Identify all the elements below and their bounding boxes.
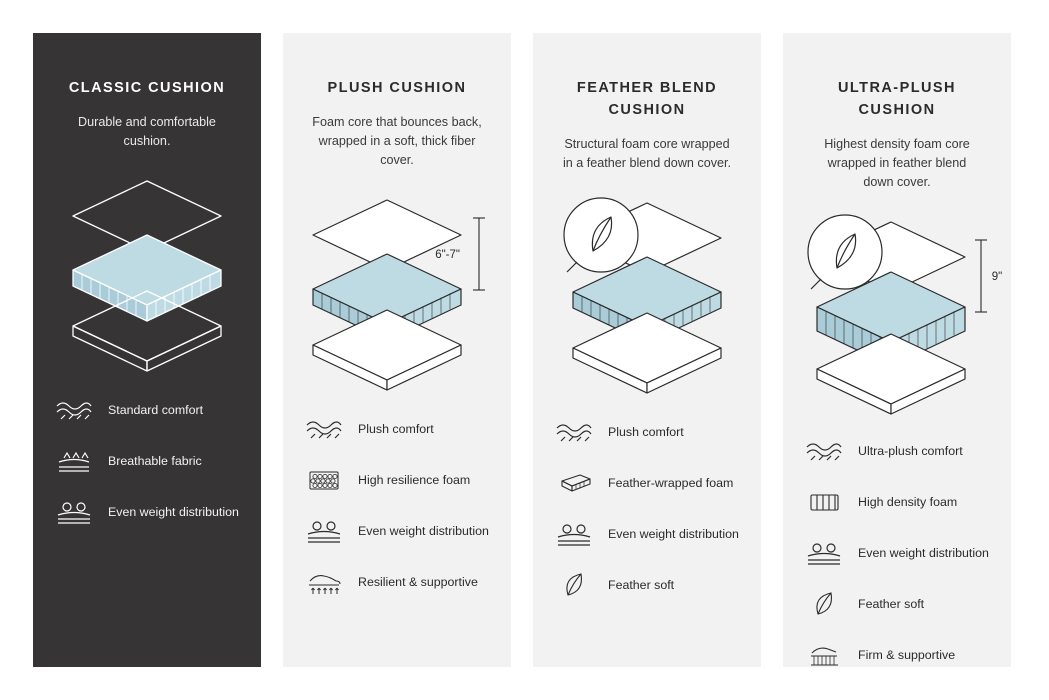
feature-label: Feather-wrapped foam bbox=[608, 475, 734, 490]
feature-label: Ultra-plush comfort bbox=[858, 443, 963, 458]
product-card-plush-cushion[interactable] bbox=[283, 33, 511, 667]
card-title: FEATHER BLEND CUSHION bbox=[576, 80, 718, 118]
layer-diagram-svg bbox=[533, 183, 761, 413]
feature-item bbox=[303, 516, 491, 546]
honeycomb-foam-icon bbox=[303, 465, 345, 495]
cushion-layers-illustration-plush bbox=[283, 180, 511, 410]
feature-item bbox=[53, 446, 241, 476]
dimension-bracket bbox=[975, 240, 987, 312]
leaf-icon bbox=[553, 570, 595, 600]
feature-list bbox=[283, 414, 511, 597]
feature-item bbox=[803, 538, 991, 568]
feature-item bbox=[553, 570, 741, 600]
feature-item bbox=[53, 395, 241, 425]
weight-distribution-icon bbox=[803, 538, 845, 568]
leaf-icon bbox=[803, 589, 845, 619]
feature-label: Standard comfort bbox=[108, 402, 204, 417]
feature-label: Feather soft bbox=[858, 596, 925, 611]
wave-lines-icon bbox=[803, 436, 845, 466]
firm-support-icon bbox=[803, 640, 845, 670]
feature-item bbox=[553, 519, 741, 549]
dimension-label: 9" bbox=[991, 270, 1003, 283]
feature-item bbox=[803, 640, 991, 670]
base-layer bbox=[313, 310, 461, 390]
feature-label: Even weight distribution bbox=[858, 545, 989, 560]
card-title: ULTRA-PLUSH CUSHION bbox=[838, 80, 956, 118]
wave-lines-icon bbox=[53, 395, 95, 425]
feature-label: Resilient & supportive bbox=[358, 574, 478, 589]
dimension-label: 6"-7" bbox=[435, 249, 460, 262]
feature-label: Plush comfort bbox=[358, 421, 434, 436]
feature-label: High resilience foam bbox=[358, 472, 471, 487]
base-layer bbox=[573, 313, 721, 393]
product-card-classic-cushion[interactable] bbox=[33, 33, 261, 667]
foam-block-icon bbox=[553, 468, 595, 498]
feature-item bbox=[553, 417, 741, 447]
card-description: Highest density foam core wrapped in feather blend down cover. bbox=[824, 136, 970, 189]
feature-item bbox=[803, 589, 991, 619]
feature-list bbox=[783, 436, 1011, 670]
cushion-layers-illustration-classic bbox=[33, 161, 261, 391]
layer-diagram-svg bbox=[283, 180, 511, 410]
card-description: Structural foam core wrapped in a feather blend down cover. bbox=[562, 136, 732, 170]
feature-item bbox=[53, 497, 241, 527]
feature-item bbox=[803, 436, 991, 466]
base-layer bbox=[817, 334, 965, 414]
card-description: Foam core that bounces back, wrapped in a soft, thick fiber cover. bbox=[312, 114, 482, 168]
feature-label: High density foam bbox=[858, 494, 958, 509]
card-title: CLASSIC CUSHION bbox=[68, 80, 226, 96]
product-card-ultra-plush-cushion[interactable] bbox=[783, 33, 1011, 667]
dimension-bracket bbox=[473, 218, 485, 290]
feature-item bbox=[553, 468, 741, 498]
feature-label: Even weight distribution bbox=[608, 526, 739, 541]
product-card-feather-blend-cushion[interactable] bbox=[533, 33, 761, 667]
weight-distribution-icon bbox=[553, 519, 595, 549]
hand-support-icon bbox=[303, 567, 345, 597]
card-title: PLUSH CUSHION bbox=[327, 80, 467, 96]
breathable-arrows-icon bbox=[53, 446, 95, 476]
wave-lines-icon bbox=[303, 414, 345, 444]
card-description: Durable and comfortable cushion. bbox=[78, 114, 216, 148]
feature-label: Firm & supportive bbox=[858, 647, 956, 662]
feature-item bbox=[303, 465, 491, 495]
feature-list bbox=[33, 395, 261, 527]
leaf-magnifier-icon bbox=[808, 215, 882, 289]
feature-label: Feather soft bbox=[608, 577, 675, 592]
feature-list bbox=[533, 417, 761, 600]
cushion-layers-illustration-ultra-plush bbox=[783, 202, 1011, 432]
wave-lines-icon bbox=[553, 417, 595, 447]
feature-label: Plush comfort bbox=[608, 424, 684, 439]
leaf-magnifier-icon bbox=[564, 198, 638, 272]
feature-item bbox=[303, 567, 491, 597]
foam-core-layer bbox=[73, 235, 221, 321]
layer-diagram-svg bbox=[783, 202, 1011, 432]
layer-diagram-svg bbox=[33, 161, 261, 391]
feature-item bbox=[803, 487, 991, 517]
cushion-layers-illustration-feather-blend bbox=[533, 183, 761, 413]
weight-distribution-icon bbox=[303, 516, 345, 546]
feature-label: Even weight distribution bbox=[358, 523, 489, 538]
feature-item bbox=[303, 414, 491, 444]
feature-label: Breathable fabric bbox=[108, 453, 202, 468]
weight-distribution-icon bbox=[53, 497, 95, 527]
feature-label: Even weight distribution bbox=[108, 504, 239, 519]
density-foam-icon bbox=[803, 487, 845, 517]
